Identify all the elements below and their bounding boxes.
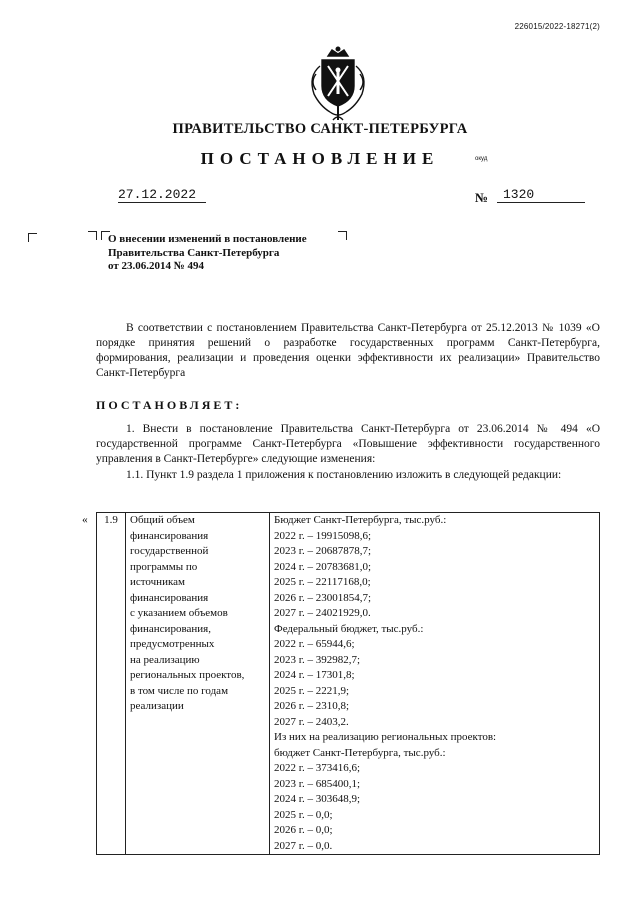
label-line: с указанием объемов [130, 607, 228, 619]
document-id: 226015/2022-18271(2) [514, 22, 600, 31]
label-line: предусмотренных [130, 638, 215, 650]
value-line: 2027 г. – 0,0. [274, 839, 333, 852]
label-line: финансирования, [130, 622, 211, 635]
label-line: региональных проектов, [130, 669, 245, 681]
okud-label: окуд [475, 156, 488, 162]
value-line: 2023 г. – 20687878,7; [274, 545, 372, 557]
opening-quote: « [82, 514, 88, 526]
value-line: 2026 г. – 23001854,7; [274, 591, 372, 604]
value-line: 2025 г. – 22117168,0; [274, 576, 371, 588]
value-line: 2022 г. – 19915098,6; [274, 529, 372, 542]
value-line: 2024 г. – 303648,9; [274, 793, 361, 805]
value-line: 2026 г. – 0,0; [274, 824, 333, 836]
coat-of-arms-emblem [300, 46, 376, 126]
value-line: Бюджет Санкт-Петербурга, тыс.руб.: [274, 514, 447, 526]
document-type: ПОСТАНОВЛЕНИЕ [200, 149, 440, 168]
value-line: 2025 г. – 2221,9; [274, 684, 350, 697]
label-line: Общий объем [130, 514, 195, 526]
number-sign: № [475, 190, 489, 205]
value-line: 2023 г. – 392982,7; [274, 653, 361, 666]
value-line: 2023 г. – 685400,1; [274, 777, 361, 790]
value-line: Из них на реализацию региональных проектов: [274, 731, 497, 743]
value-line: бюджет Санкт-Петербурга, тыс.руб.: [274, 746, 446, 759]
label-line: реализации [130, 700, 184, 712]
value-line: 2022 г. – 65944,6; [274, 638, 355, 650]
subject-line: Правительства Санкт-Петербурга [108, 246, 280, 259]
label-line: на реализацию [130, 653, 200, 666]
financing-table [96, 512, 600, 855]
document-number: 1320 [497, 187, 585, 203]
value-line: 2025 г. – 0,0; [274, 808, 333, 821]
table-row [97, 513, 600, 855]
resolves-heading: ПОСТАНОВЛЯЕТ: [96, 398, 243, 412]
paragraph-1-1: 1.1. Пункт 1.9 раздела 1 приложения к постановлению изложить в следующей редакции: [126, 469, 562, 481]
government-title: ПРАВИТЕЛЬСТВО САНКТ-ПЕТЕРБУРГА [172, 121, 468, 137]
value-line: Федеральный бюджет, тыс.руб.: [274, 622, 424, 635]
value-line: 2026 г. – 2310,8; [274, 700, 350, 712]
corner-mark [88, 231, 97, 240]
document-date: 27.12.2022 [118, 187, 206, 203]
item-number-cell: 1.9 [97, 513, 126, 855]
subject-line: О внесении изменений в постановление [108, 233, 307, 245]
label-line: источникам [130, 576, 185, 588]
corner-mark [338, 231, 347, 240]
label-line: финансирования [130, 529, 209, 542]
preamble-paragraph: В соответствии с постановлением Правительства Санкт-Петербурга от 25.12.2013 № 1039 «О порядке принятия решений о разработке государственных программ Санкт-Петербурга, формирования, реализации и проведения оценки эффективности их реализации» Правительство Санкт-Петербурга [96, 322, 600, 379]
value-line: 2024 г. – 20783681,0; [274, 560, 372, 573]
values-cell [270, 513, 600, 855]
subject-line: от 23.06.2014 № 494 [108, 260, 205, 272]
value-line: 2027 г. – 24021929,0. [274, 607, 371, 619]
subject-block [108, 233, 307, 274]
value-line: 2022 г. – 373416,6; [274, 762, 361, 774]
value-line: 2027 г. – 2403,2. [274, 715, 349, 728]
label-line: государственной [130, 545, 209, 557]
label-line: программы по [130, 560, 198, 573]
label-line: в том числе по годам [130, 684, 229, 697]
value-line: 2024 г. – 17301,8; [274, 669, 355, 681]
corner-mark [28, 233, 37, 242]
label-cell [126, 513, 270, 855]
label-line: финансирования [130, 591, 209, 604]
paragraph-1: 1. Внести в постановление Правительства Санкт-Петербурга от 23.06.2014 № 494 «О государственной программе Санкт-Петербурга «Повышение эффективности государственного управления в Санкт-Петербурге» следующие изменения: [96, 423, 600, 465]
